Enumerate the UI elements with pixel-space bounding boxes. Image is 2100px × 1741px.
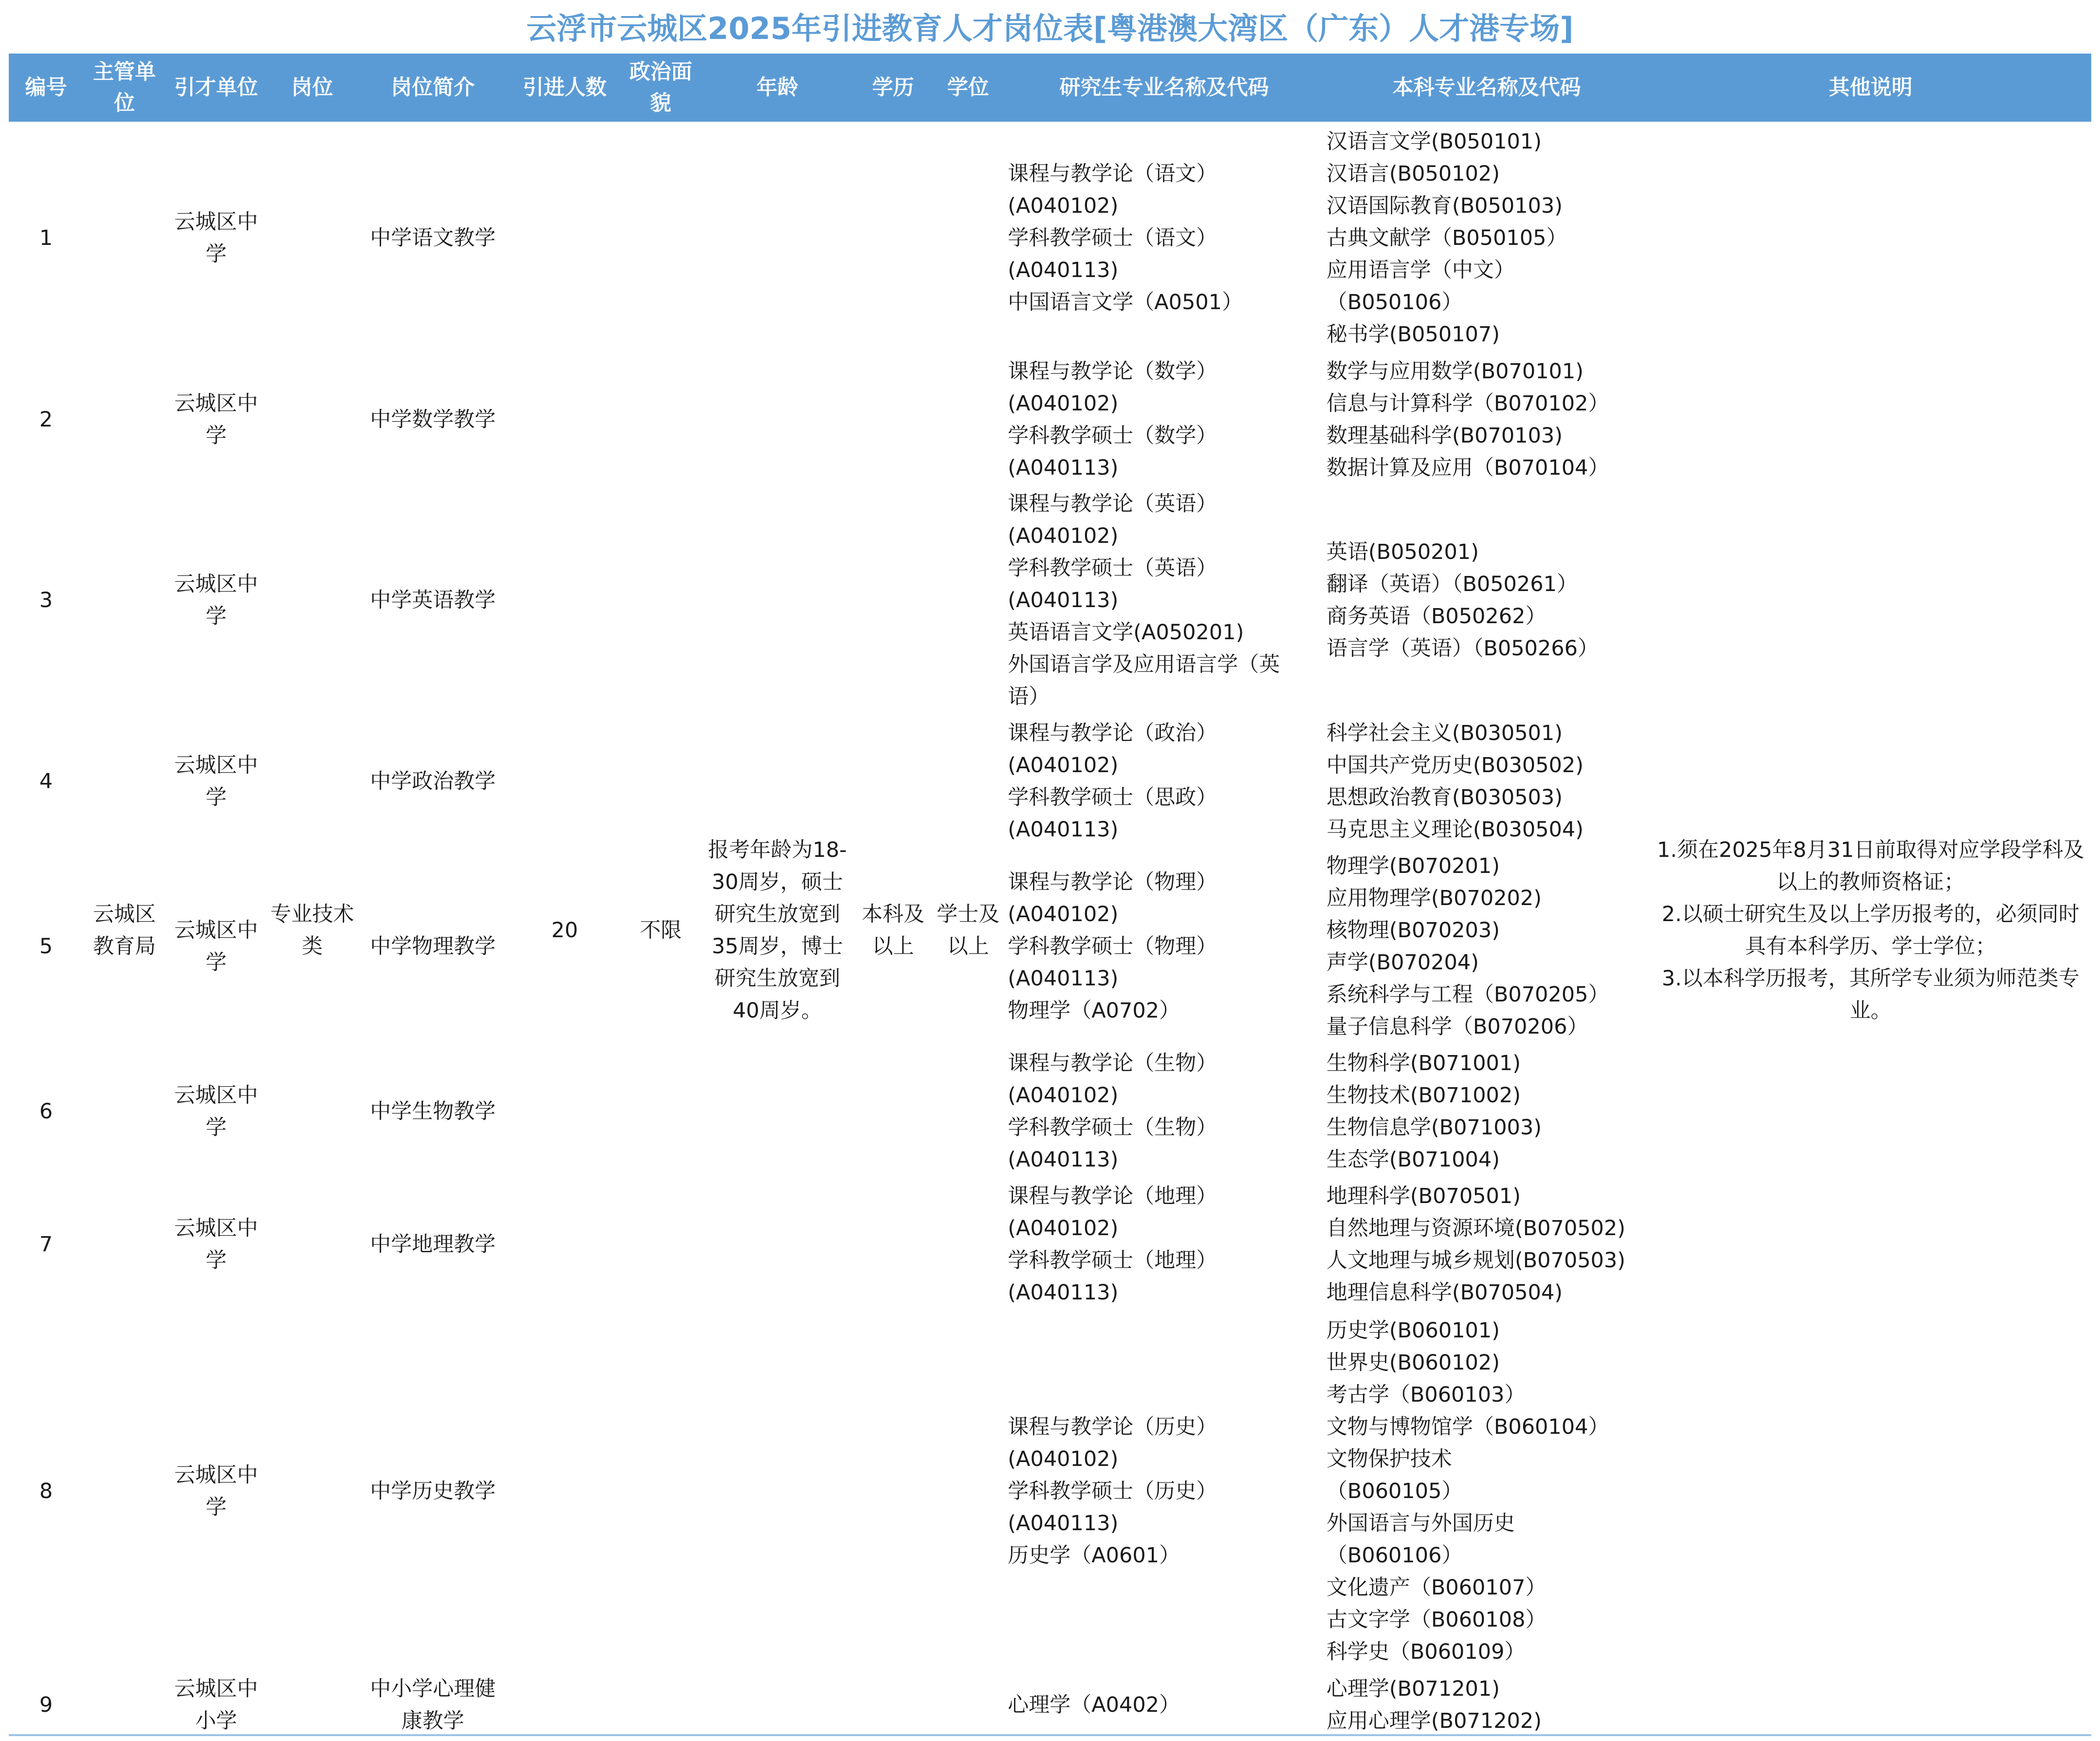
ug-major-cell (1324, 1046, 1650, 1177)
grad-major-line: 外国语言学及应用语言学（英 (1008, 652, 1280, 677)
ug-major-line: 语言学（英语）（B050266） (1326, 636, 1599, 661)
grad-major-cell (1005, 847, 1324, 1046)
grad-major-line: 课程与教学论（地理） (1008, 1184, 1217, 1208)
ug-major-line: 文化遗产（B060107） (1326, 1575, 1547, 1600)
grad-major-line: 学科教学硕士（生物） (1008, 1115, 1217, 1140)
grad-major-line: 课程与教学论（英语） (1008, 492, 1217, 516)
grad-major-line: 课程与教学论（语文） (1008, 162, 1217, 186)
ug-major-line: 科学社会主义(B030501) (1326, 721, 1563, 745)
ug-major-line: 文物保护技术 (1326, 1447, 1452, 1471)
ug-major-line: 英语(B050201) (1326, 540, 1479, 564)
degree-cell: 学士及以上 (937, 902, 1000, 959)
grad-major-line: (A040113) (1008, 1511, 1119, 1536)
ug-major-cell (1324, 122, 1650, 354)
unit-cell: 云城区中学 (174, 1216, 258, 1273)
grad-major-line: 学科教学硕士（英语） (1008, 556, 1217, 580)
grad-major-line: (A040102) (1008, 753, 1119, 778)
ug-major-line: 物理学(B070201) (1326, 854, 1500, 878)
ug-major-cell (1324, 847, 1650, 1046)
table-bottom-border (9, 1734, 2091, 1736)
ug-major-line: 地理信息科学(B070504) (1326, 1280, 1563, 1305)
ug-major-line: 马克思主义理论(B030504) (1326, 817, 1584, 842)
unit-cell: 云城区中学 (174, 1463, 258, 1519)
ug-major-line: 应用语言学（中文） (1326, 258, 1515, 282)
ug-major-line: 应用心理学(B071202) (1326, 1709, 1542, 1733)
grad-major-line: 课程与教学论（数学） (1008, 359, 1217, 384)
ug-major-line: 外国语言与外国历史 (1326, 1511, 1515, 1536)
grad-major-line: 学科教学硕士（语文） (1008, 226, 1217, 250)
col-header-education: 学历 (855, 54, 931, 122)
grad-major-line: (A040113) (1008, 456, 1119, 480)
intro-cell: 中学数学教学 (370, 407, 496, 432)
grad-major-line: (A040102) (1008, 391, 1119, 416)
note-line: 1.须在2025年8月31日前取得对应学段学科及以上的教师资格证； (1657, 838, 2084, 894)
note-line: 3.以本科学历报考，其所学专业须为师范类专业。 (1661, 966, 2080, 1023)
row-number: 9 (39, 1693, 53, 1717)
grad-major-line: (A040102) (1008, 194, 1119, 218)
intro-cell: 中学历史教学 (370, 1479, 496, 1503)
ug-major-line: （B060105） (1326, 1479, 1463, 1503)
grad-major-line: 语） (1008, 685, 1050, 709)
intro-cell: 中学英语教学 (370, 588, 496, 612)
ug-major-line: 生物信息学(B071003) (1326, 1115, 1542, 1140)
ug-major-line: 核物理(B070203) (1326, 918, 1500, 943)
grad-major-line: 学科教学硕士（思政） (1008, 785, 1217, 810)
col-header-no: 编号 (9, 54, 83, 122)
row-number: 4 (39, 769, 53, 794)
row-number: 2 (39, 407, 53, 432)
row-number: 7 (39, 1232, 53, 1257)
grad-major-cell (1005, 1671, 1324, 1739)
col-header-notes: 其他说明 (1650, 54, 2091, 122)
ug-major-line: 量子信息科学（B070206） (1326, 1015, 1588, 1039)
col-header-count: 引进人数 (508, 54, 622, 122)
col-header-degree: 学位 (931, 54, 1005, 122)
ug-major-line: 科学史（B060109） (1326, 1640, 1526, 1664)
intro-cell: 中小学心理健康教学 (370, 1677, 496, 1733)
grad-major-line: (A040113) (1008, 817, 1119, 842)
grad-major-line: (A040102) (1008, 1083, 1119, 1108)
intro-cell: 中学语文教学 (370, 226, 496, 250)
table-body (9, 122, 2091, 1739)
ug-major-cell (1324, 1671, 1650, 1739)
grad-major-line: 学科教学硕士（物理） (1008, 934, 1217, 959)
grad-major-line: (A040113) (1008, 966, 1119, 991)
grad-major-line: 物理学（A0702） (1008, 999, 1180, 1023)
ug-major-line: 汉语国际教育(B050103) (1326, 194, 1563, 218)
grad-major-line: 心理学（A0402） (1008, 1693, 1180, 1717)
unit-cell: 云城区中学 (174, 918, 258, 975)
row-number: 6 (39, 1099, 53, 1124)
unit-cell: 云城区中小学 (174, 1677, 258, 1733)
post-category-cell: 专业技术类 (270, 902, 354, 959)
grad-major-line: 课程与教学论（历史） (1008, 1415, 1217, 1439)
notes-cell (1650, 122, 2091, 1739)
col-header-age: 年龄 (700, 54, 855, 122)
ug-major-line: 考古学（B060103） (1326, 1383, 1526, 1407)
ug-major-line: 世界史(B060102) (1326, 1351, 1500, 1375)
ug-major-line: 古典文献学（B050105） (1326, 226, 1567, 250)
ug-major-line: 思想政治教育(B030503) (1326, 785, 1563, 810)
grad-major-cell (1005, 1046, 1324, 1177)
col-header-unit: 引才单位 (166, 54, 266, 122)
ug-major-line: 声学(B070204) (1326, 950, 1479, 975)
grad-major-line: (A040102) (1008, 1216, 1119, 1241)
intro-cell: 中学政治教学 (370, 769, 496, 794)
department-cell: 云城区教育局 (93, 902, 156, 959)
recruitment-table (9, 54, 2091, 1739)
col-header-department: 主管单位 (83, 54, 166, 122)
row-number: 3 (39, 588, 53, 612)
grad-major-line: (A040113) (1008, 588, 1119, 612)
grad-major-cell (1005, 354, 1324, 485)
grad-major-line: 学科教学硕士（地理） (1008, 1248, 1217, 1273)
unit-cell: 云城区中学 (174, 1083, 258, 1140)
ug-major-line: 数理基础科学(B070103) (1326, 424, 1563, 448)
ug-major-cell (1324, 354, 1650, 485)
ug-major-line: 中国共产党历史(B030502) (1326, 753, 1584, 778)
grad-major-line: 学科教学硕士（历史） (1008, 1479, 1217, 1503)
ug-major-line: 心理学(B071201) (1326, 1677, 1500, 1701)
ug-major-line: 文物与博物馆学（B060104） (1326, 1415, 1609, 1439)
ug-major-line: 信息与计算科学（B070102） (1326, 391, 1609, 416)
grad-major-line: 课程与教学论（生物） (1008, 1051, 1217, 1075)
grad-major-line: 英语语言文学(A050201) (1008, 620, 1244, 645)
intro-cell: 中学物理教学 (370, 934, 496, 959)
ug-major-line: 地理科学(B070501) (1326, 1184, 1521, 1208)
col-header-grad-major: 研究生专业名称及代码 (1005, 54, 1324, 122)
row-number: 1 (39, 226, 53, 250)
ug-major-line: （B050106） (1326, 290, 1463, 315)
ug-major-line: 历史学(B060101) (1326, 1318, 1500, 1343)
grad-major-cell (1005, 1312, 1324, 1671)
col-header-post: 岗位 (267, 54, 358, 122)
note-line: 2.以硕士研究生及以上学历报考的，必须同时具有本科学历、学士学位； (1661, 902, 2080, 959)
unit-cell: 云城区中学 (174, 391, 258, 448)
count-cell: 20 (551, 918, 578, 943)
col-header-ug-major: 本科专业名称及代码 (1324, 54, 1650, 122)
table-row (9, 122, 2091, 354)
grad-major-line: 课程与教学论（物理） (1008, 870, 1217, 894)
ug-major-line: 应用物理学(B070202) (1326, 886, 1542, 910)
ug-major-cell (1324, 1312, 1650, 1671)
intro-cell: 中学地理教学 (370, 1232, 496, 1257)
unit-cell: 云城区中学 (174, 210, 258, 266)
grad-major-cell (1005, 1177, 1324, 1312)
ug-major-line: 生物技术(B071002) (1326, 1083, 1521, 1108)
row-number: 8 (39, 1479, 53, 1503)
unit-cell: 云城区中学 (174, 753, 258, 810)
grad-major-line: (A040113) (1008, 258, 1119, 282)
grad-major-line: 历史学（A0601） (1008, 1543, 1180, 1568)
ug-major-line: 人文地理与城乡规划(B070503) (1326, 1248, 1626, 1273)
ug-major-line: 系统科学与工程（B070205） (1326, 982, 1609, 1007)
grad-major-cell (1005, 485, 1324, 716)
ug-major-line: 自然地理与资源环境(B070502) (1326, 1216, 1626, 1241)
ug-major-line: 数学与应用数学(B070101) (1326, 359, 1584, 384)
ug-major-line: （B060106） (1326, 1543, 1463, 1568)
ug-major-line: 秘书学(B050107) (1326, 322, 1500, 347)
ug-major-line: 翻译（英语）（B050261） (1326, 572, 1578, 596)
col-header-intro: 岗位简介 (358, 54, 508, 122)
grad-major-line: (A040102) (1008, 902, 1119, 926)
ug-major-cell (1324, 716, 1650, 847)
grad-major-line: 学科教学硕士（数学） (1008, 424, 1217, 448)
row-number: 5 (39, 934, 53, 959)
ug-major-line: 古文字学（B060108） (1326, 1608, 1547, 1632)
ug-major-line: 汉语言(B050102) (1326, 162, 1500, 186)
col-header-political: 政治面貌 (622, 54, 700, 122)
ug-major-cell (1324, 485, 1650, 716)
grad-major-line: (A040113) (1008, 1148, 1119, 1172)
ug-major-line: 商务英语（B050262） (1326, 604, 1547, 629)
grad-major-line: 中国语言文学（A0501） (1008, 290, 1243, 315)
table-header-row (9, 54, 2091, 122)
age-cell: 报考年龄为18-30周岁，硕士研究生放宽到35周岁，博士研究生放宽到40周岁。 (708, 838, 847, 1023)
grad-major-cell (1005, 716, 1324, 847)
political-cell: 不限 (640, 918, 682, 943)
unit-cell: 云城区中学 (174, 572, 258, 629)
ug-major-line: 生态学(B071004) (1326, 1148, 1500, 1172)
ug-major-line: 生物科学(B071001) (1326, 1051, 1521, 1075)
grad-major-cell (1005, 122, 1324, 354)
education-cell: 本科及以上 (862, 902, 925, 959)
ug-major-line: 汉语言文学(B050101) (1326, 130, 1542, 154)
grad-major-line: (A040113) (1008, 1280, 1119, 1305)
grad-major-line: (A040102) (1008, 1447, 1119, 1471)
grad-major-line: (A040102) (1008, 524, 1119, 548)
page-title: 云浮市云城区2025年引进教育人才岗位表[粤港澳大湾区（广东）人才港专场] (526, 11, 1574, 46)
grad-major-line: 课程与教学论（政治） (1008, 721, 1217, 745)
ug-major-cell (1324, 1177, 1650, 1312)
ug-major-line: 数据计算及应用（B070104） (1326, 456, 1609, 480)
intro-cell: 中学生物教学 (370, 1099, 496, 1124)
